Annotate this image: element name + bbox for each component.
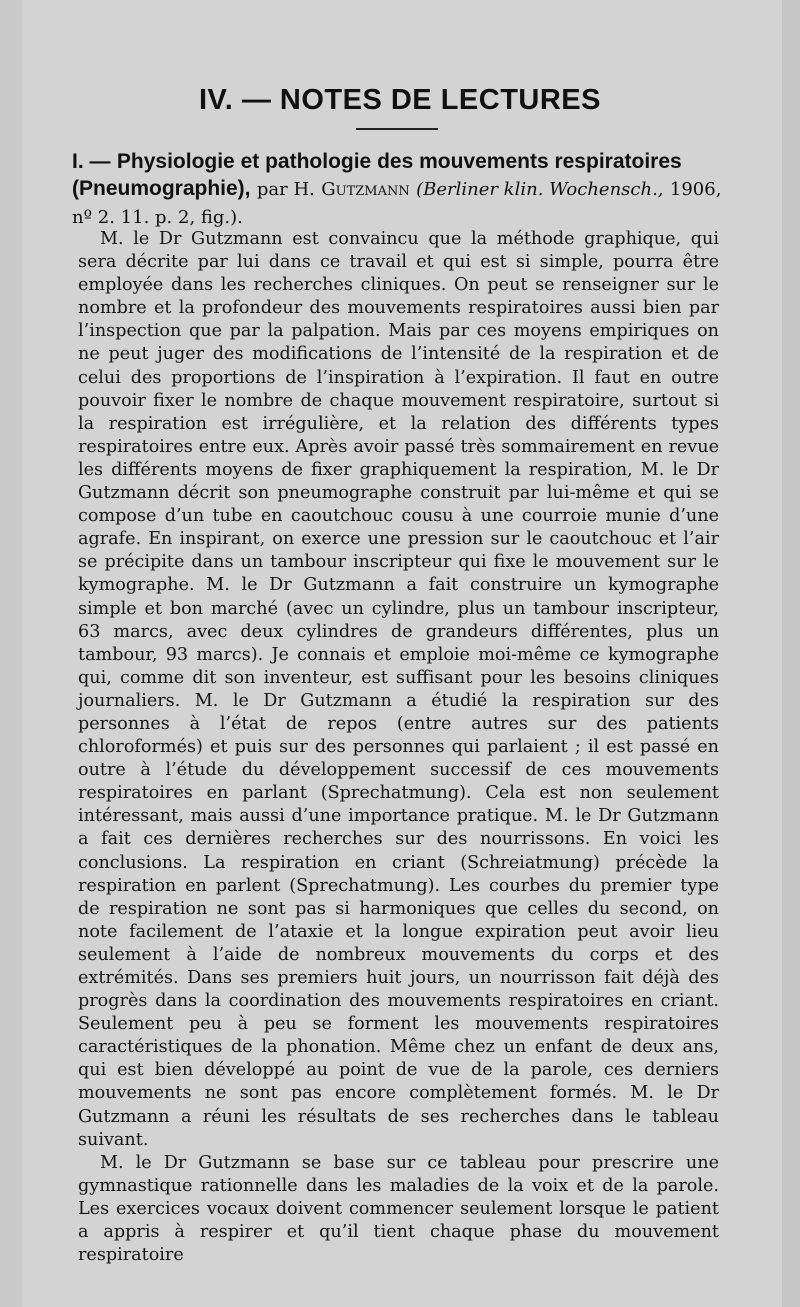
article-by: par H. (256, 179, 315, 200)
page-right-margin-shadow (782, 0, 800, 1307)
article-title-block (72, 148, 732, 231)
article-author: Gutzmann (321, 179, 410, 200)
page-left-margin-shadow (0, 0, 22, 1307)
section-heading: IV. — NOTES DE LECTURES (199, 84, 601, 116)
article-number: I. — (72, 150, 111, 173)
body-paragraph: M. le Dr Gutzmann est convaincu que la méthode graphique, qui sera décrite par lui dans ce travail et qui est si simple, pourra être employée dans les recherches cliniques. On peut se renseigner sur le nombre et la profondeur des mouvements respiratoires aussi bien par l’inspection que par la palpation. Mais par ces moyens empiriques on ne peut juger des modifications de l’intensité de la respiration et de celui des proportions de l’inspiration à l’expiration. Il faut en outre pouvoir fixer le nombre de chaque mouvement respiratoire, surtout si la respiration est irrégulière, et la relation des différents types respiratoires entre eux. Après avoir passé très sommairement en revue les différents moyens de fixer graphiquement la respiration, M. le Dr Gutzmann décrit son pneumographe construit par lui-même et qui se compose d’un tube en caoutchouc cousu à une courroie munie d’une agrafe. En inspirant, on exerce une pression sur le caoutchouc et l’air se précipite dans un tambour inscripteur qui fixe le mouvement sur le kymographe. M. le Dr Gutzmann a fait construire un kymographe simple et bon marché (avec un cylindre, plus un tambour inscripteur, 63 marcs, avec deux cylindres de grandeurs différentes, plus un tambour, 93 marcs). Je connais et emploie moi-même ce kymographe qui, comme dit son inventeur, est suffisant pour les besoins cliniques journaliers. M. le Dr Gutzmann a étudié la respiration sur des personnes à l’état de repos (entre autres sur des patients chloroformés) et puis sur des personnes qui parlaient ; il est passé en outre à l’étude du développement successif de ces mouvements respiratoires en parlant (Sprechatmung). Cela est non seulement intéressant, mais aussi d’une importance pratique. M. le Dr Gutzmann a fait ces dernières recherches sur des nourrissons. En voici les conclusions. La respiration en criant (Schreiatmung) précède la respiration en parlent (Sprechatmung). Les courbes du premier type de respiration ne sont pas si harmoniques que celles du second, on note facilement de l’ataxie et la longue expiration peut avoir lieu seulement à l’aide de nombreux mouvements du corps et des extrémités. Dans ses premiers huit jours, un nourrisson fait déjà des progrès dans la coordination des mouvements respiratoires en criant. Seulement peu à peu se forment les mouvements respiratoires caractéristiques de la phonation. Même chez un enfant de deux ans, qui est bien développé au point de vue de la parole, ces derniers mouvements ne sont pas encore complètement formés. M. le Dr Gutzmann a réuni les résultats de ses recherches dans le tableau suivant. (78, 229, 719, 1150)
heading-divider (356, 128, 438, 130)
article-title: Physiologie et pathologie des mouvements respiratoires (Pneumographie), (72, 150, 682, 200)
body-paragraph: M. le Dr Gutzmann se base sur ce tableau pour prescrire une gymnastique rationnelle dans les maladies de la voix et de la parole. Les exercices vocaux doivent commencer seulement lorsque le patient a appris à respirer et qu’il tient chaque phase du mouvement respiratoire (78, 1152, 719, 1266)
article-body (78, 228, 719, 1267)
article-source: (Berliner klin. Wochensch., (416, 179, 664, 200)
article-reference: 1906, nº 2. 11. p. 2, fig.). (72, 179, 722, 228)
